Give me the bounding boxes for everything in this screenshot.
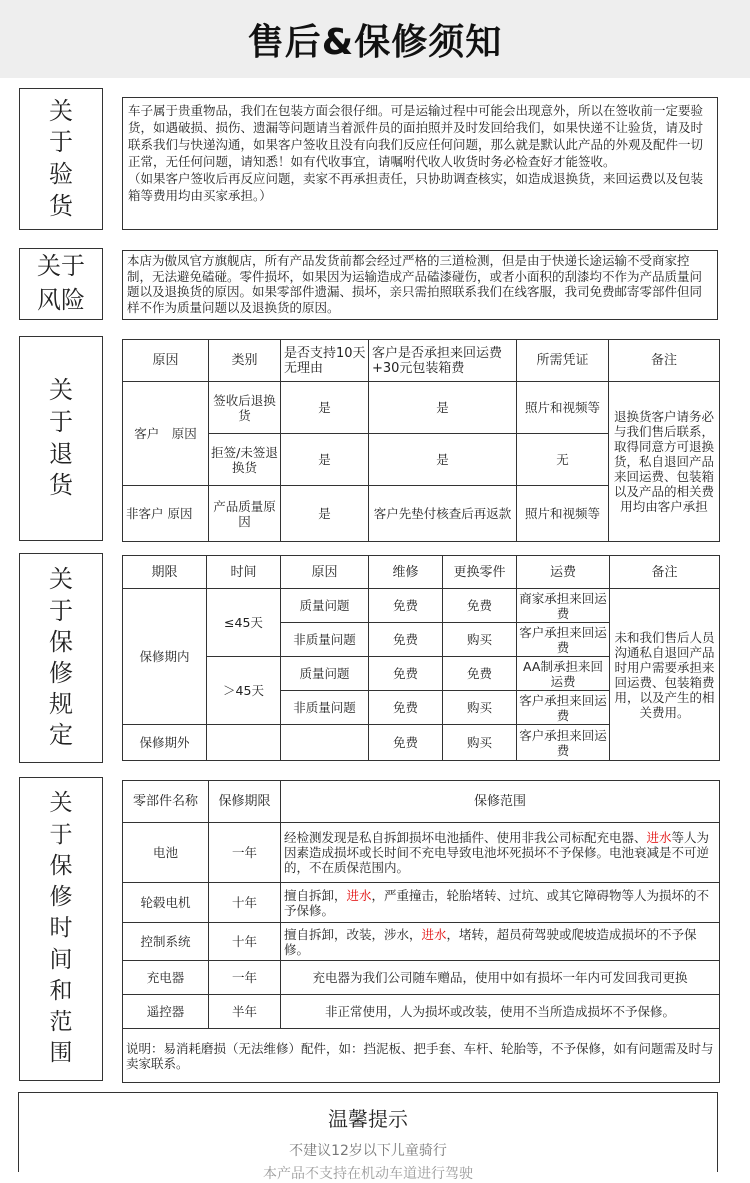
- label-char: 于: [49, 128, 73, 157]
- returns-ten-day: 是: [281, 382, 369, 434]
- returns-header: 备注: [609, 340, 720, 382]
- tips-title: 温馨提示: [328, 1107, 408, 1131]
- scope-part-name: 遥控器: [123, 995, 209, 1029]
- scope-text-controller: [281, 923, 720, 961]
- scope-period: 十年: [209, 923, 281, 961]
- risk-text: 本店为傲凤官方旗舰店，所有产品发货前都会经过严格的三道检测，但是由于快递长途运输不受商家控制，无法避免磕碰。零件损坏，如果因为运输造成产品磕漆碰伤，或者小面积的刮漆均不作为产品质量问题以及退换货的原因。如果零部件遗漏、损坏，亲只需拍照联系我们在线客服，我司免费邮寄零部件但同样不作为质量问题以及退换货的原因。: [127, 253, 703, 315]
- returns-category: 产品质量原因: [209, 486, 281, 542]
- rules-header: 更换零件: [443, 556, 517, 589]
- label-char: 关: [49, 565, 73, 594]
- rules-reason: 质量问题: [281, 589, 369, 623]
- rules-parts: 免费: [443, 589, 517, 623]
- rules-repair: 免费: [369, 623, 443, 657]
- label-char: 时: [49, 915, 73, 942]
- rules-header: 运费: [517, 556, 610, 589]
- label-char: 关: [49, 790, 73, 817]
- label-line: 关于: [37, 252, 85, 281]
- returns-header: 客户是否承担来回运费+30元包装箱费: [369, 340, 517, 382]
- rules-out-period: 保修期外: [123, 725, 207, 761]
- label-char: 修: [49, 884, 73, 911]
- rules-parts: 购买: [443, 725, 517, 761]
- label-char: 修: [49, 659, 73, 687]
- tips-line: 不建议12岁以下儿童骑行: [289, 1143, 447, 1159]
- rules-reason: 质量问题: [281, 657, 369, 691]
- rules-reason: 非质量问题: [281, 691, 369, 725]
- rules-repair: 免费: [369, 657, 443, 691]
- label-char: 范: [49, 1009, 73, 1036]
- rules-time-empty: [207, 725, 281, 761]
- returns-proof: 照片和视频等: [517, 486, 609, 542]
- scope-text: 经检测发现是私自拆卸损坏电池插件、使用非我公司标配充电器、: [284, 830, 647, 845]
- risk-text-box: [122, 250, 718, 320]
- label-char: 于: [49, 596, 73, 625]
- scope-header: 保修期限: [209, 781, 281, 823]
- label-char: 间: [49, 946, 73, 973]
- label-char: 验: [49, 160, 73, 188]
- rules-shipping: 客户承担来回运费: [517, 725, 610, 761]
- returns-proof: 照片和视频等: [517, 382, 609, 434]
- scope-text: ，堵转，超员荷驾驶或爬坡造成损坏的不予保修。: [284, 926, 697, 957]
- label-char: 货: [49, 471, 73, 500]
- rules-parts: 免费: [443, 657, 517, 691]
- rules-parts: 购买: [443, 623, 517, 657]
- rules-le45: ≤45天: [207, 589, 281, 657]
- tips-box: [18, 1092, 718, 1182]
- scope-text-remote: 非正常使用，人为损坏或改装，使用不当所造成损坏不予保修。: [281, 995, 720, 1029]
- returns-header: 所需凭证: [517, 340, 609, 382]
- returns-fee: 是: [369, 434, 517, 486]
- rules-shipping: 客户承担来回运费: [517, 623, 610, 657]
- rules-shipping: 客户承担来回运费: [517, 691, 610, 725]
- scope-header: 保修范围: [281, 781, 720, 823]
- label-line: 风险: [37, 286, 85, 314]
- scope-part-name: 轮毂电机: [123, 883, 209, 923]
- label-char: 关: [49, 376, 73, 405]
- scope-red-text: 进水: [646, 830, 672, 845]
- returns-header: 类别: [209, 340, 281, 382]
- scope-part-name: 充电器: [123, 961, 209, 995]
- scope-period: 十年: [209, 883, 281, 923]
- returns-ten-day: 是: [281, 486, 369, 542]
- scope-text-charger: 充电器为我们公司随车赠品，使用中如有损坏一年内可发回我司更换: [281, 961, 720, 995]
- rules-header: 期限: [123, 556, 207, 589]
- returns-category: 拒签/未签退换货: [209, 434, 281, 486]
- label-char: 和: [49, 977, 73, 1004]
- returns-proof: 无: [517, 434, 609, 486]
- returns-fee: 是: [369, 382, 517, 434]
- rules-parts: 购买: [443, 691, 517, 725]
- label-char: 保: [49, 627, 73, 656]
- label-char: 关: [49, 96, 73, 125]
- returns-fee: 客户先垫付核查后再返款: [369, 486, 517, 542]
- returns-table: [122, 339, 720, 542]
- scope-text: 等人为因素造成损坏或长时间不充电导致电池坏死损坏不予保修。电池衰减是不可逆的，不在质保范围内。: [284, 830, 710, 875]
- returns-header: 是否支持10天无理由: [281, 340, 369, 382]
- scope-red-text: 进水: [346, 887, 372, 903]
- rules-remark: 未和我们售后人员沟通私自退回产品时用户需要承担来回运费、包装箱费用，以及产生的相关费用。: [610, 589, 720, 761]
- label-char: 围: [49, 1040, 73, 1067]
- rules-repair: 免费: [369, 589, 443, 623]
- inspection-text: 车子属于贵重物品，我们在包装方面会很仔细。可是运输过程中可能会出现意外，所以在签收前一定要验货，如遇破损、损伤、遗漏等问题请当着派件员的面拍照并及时发回给我们，如果快递不让验货，请及时联系我们与快递沟通，如果客户签收且没有向我们反应任何问题，那么就是默认此产品的外观及配件一切正常，无任何问题，请知悉！如有代收事宜，请嘱咐代收人收货时务必检查好才能签收。: [128, 103, 704, 169]
- section-label-warranty-scope: [19, 777, 103, 1081]
- scope-text: ，严重撞击，轮胎堵转、过坑、或其它障碍物等人为损坏的不予保修。: [284, 887, 710, 918]
- scope-note: 说明：易消耗磨损（无法维修）配件，如：挡泥板、把手套、车杆、轮胎等，不予保修，如有问题需及时与卖家联系。: [123, 1029, 720, 1083]
- rules-in-period: 保修期内: [123, 589, 207, 725]
- rules-header: 备注: [610, 556, 720, 589]
- page-title: 售后&保修须知: [247, 21, 503, 63]
- rules-repair: 免费: [369, 725, 443, 761]
- scope-header: 零部件名称: [123, 781, 209, 823]
- scope-red-text: 进水: [421, 926, 447, 942]
- scope-part-name: 电池: [123, 823, 209, 883]
- scope-text-motor: [281, 883, 720, 923]
- returns-reason-non-customer: 非客户 原因: [123, 486, 209, 542]
- tips-line: 本产品不支持在机动车道进行驾驶: [263, 1166, 473, 1182]
- warranty-scope-table: [122, 780, 720, 1083]
- label-char: 保: [49, 852, 73, 879]
- returns-reason-customer: 客户 原因: [123, 382, 209, 486]
- returns-header: 原因: [123, 340, 209, 382]
- page-header: [0, 0, 750, 78]
- rules-reason: [281, 725, 369, 761]
- scope-period: 半年: [209, 995, 281, 1029]
- rules-gt45: ＞45天: [207, 657, 281, 725]
- returns-remark: 退换货客户请务必与我们售后联系，取得同意方可退换货，私自退回产品来回运费、包装箱以及产品的相关费用均由客户承担: [609, 382, 720, 542]
- label-char: 定: [49, 721, 73, 750]
- returns-category: 签收后退换货: [209, 382, 281, 434]
- scope-text-battery: [281, 823, 720, 883]
- rules-reason: 非质量问题: [281, 623, 369, 657]
- label-char: 于: [49, 821, 73, 848]
- rules-header: 维修: [369, 556, 443, 589]
- scope-part-name: 控制系统: [123, 923, 209, 961]
- inspection-text-box: [122, 97, 718, 230]
- section-label-returns: [19, 336, 103, 541]
- inspection-note: （如果客户签收后再反应问题，卖家不再承担责任，只协助调查核实，如造成退换货，来回运费以及包装箱等费用均由买家承担。）: [128, 171, 704, 203]
- section-label-risk: [19, 248, 103, 320]
- scope-text: 擅自拆卸，: [284, 887, 347, 903]
- warranty-rules-table: [122, 555, 720, 761]
- label-char: 退: [49, 439, 73, 468]
- label-char: 于: [49, 407, 73, 436]
- label-char: 货: [49, 191, 73, 220]
- rules-shipping: AA制承担来回运费: [517, 657, 610, 691]
- rules-repair: 免费: [369, 691, 443, 725]
- section-label-inspection: [19, 88, 103, 230]
- rules-header: 原因: [281, 556, 369, 589]
- label-char: 规: [49, 690, 73, 719]
- rules-header: 时间: [207, 556, 281, 589]
- scope-period: 一年: [209, 961, 281, 995]
- scope-period: 一年: [209, 823, 281, 883]
- scope-text: 擅自拆卸，改装，涉水，: [284, 926, 422, 942]
- section-label-warranty-rules: [19, 553, 103, 763]
- rules-shipping: 商家承担来回运费: [517, 589, 610, 623]
- returns-ten-day: 是: [281, 434, 369, 486]
